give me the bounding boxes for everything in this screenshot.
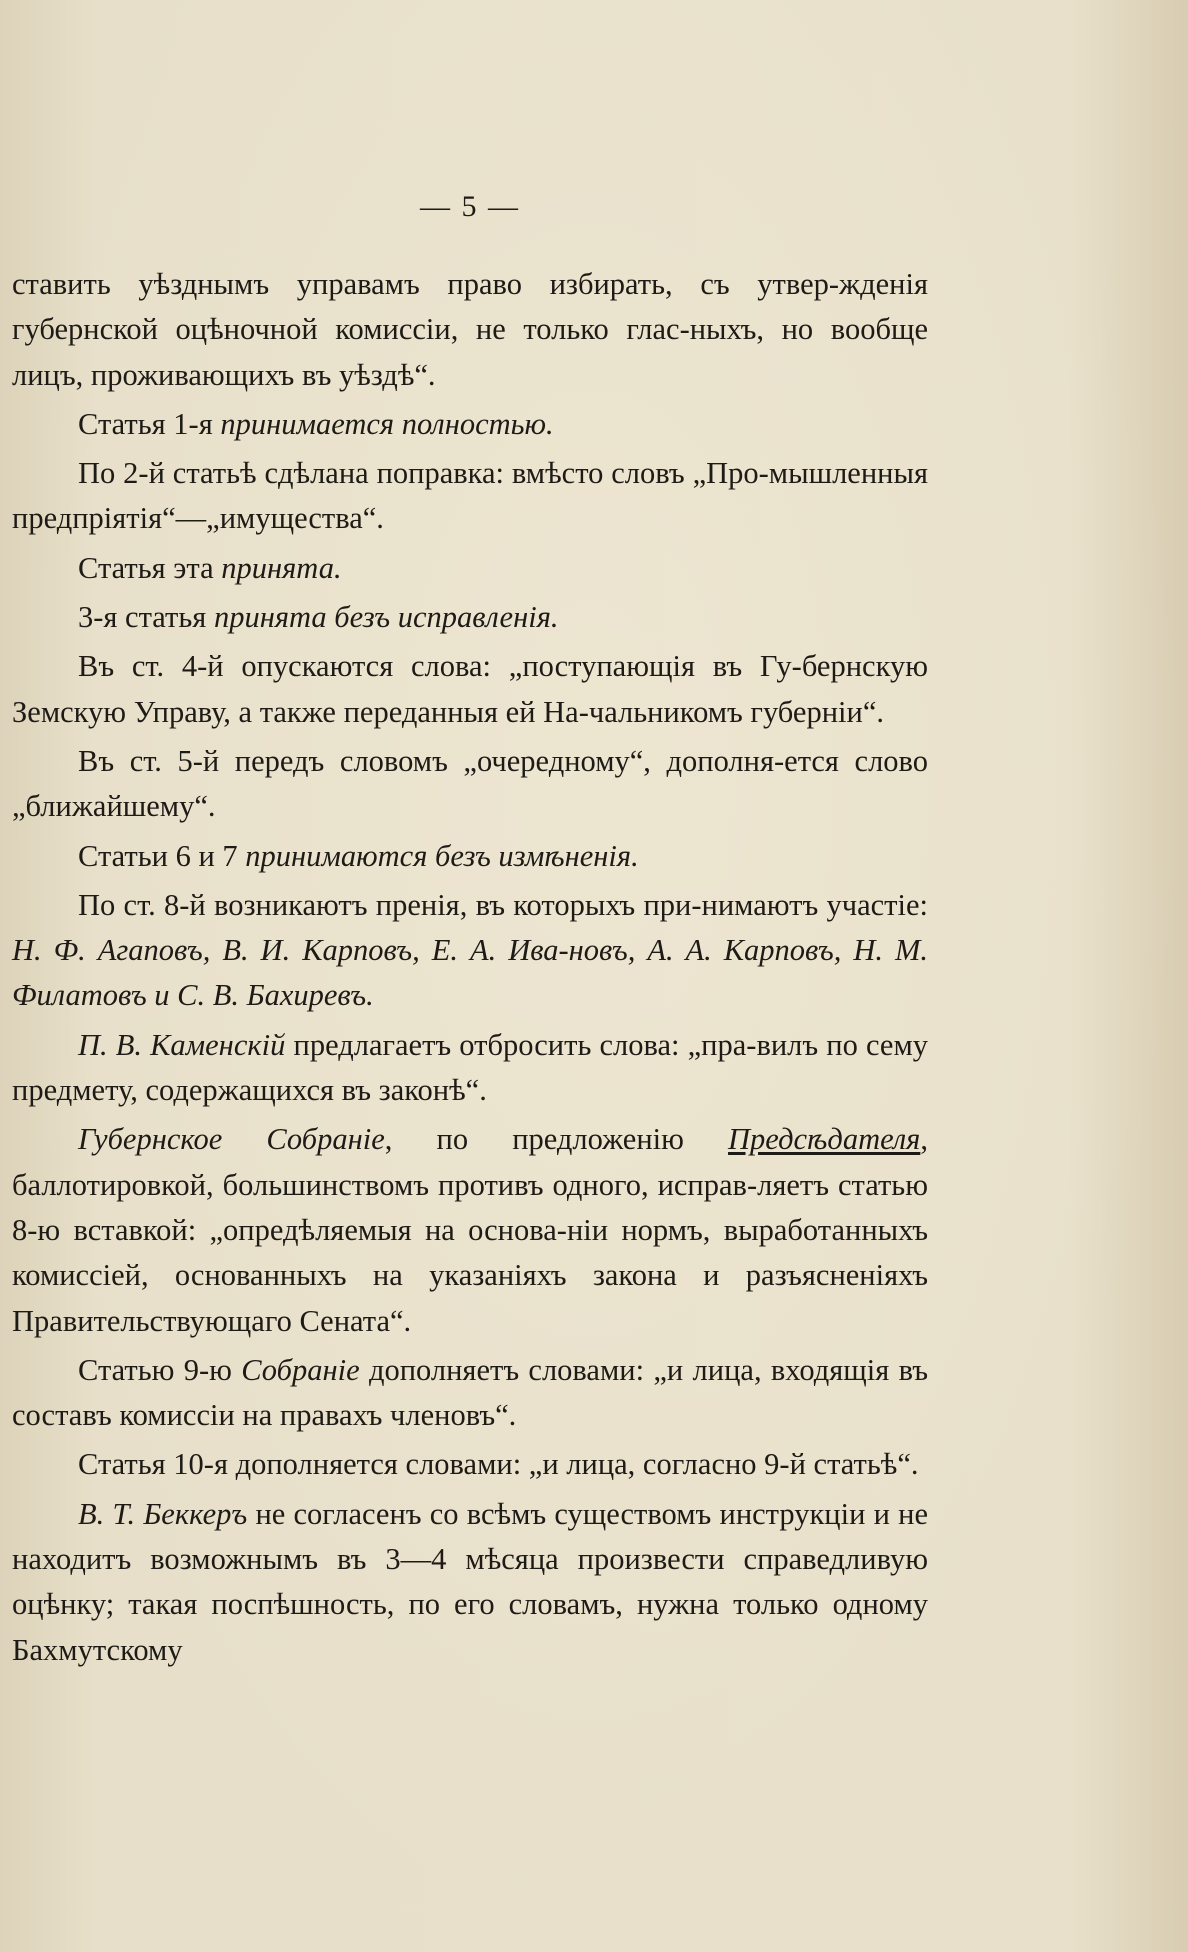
paragraph-text: Статья 1-я — [78, 406, 221, 441]
italic-resolution: принимаются безъ измѣненія. — [245, 838, 639, 873]
paragraph-6 — [12, 644, 928, 735]
paragraph-text: Въ ст. 4-й опускаются слова: „поступающія въ Гу-бернскую Земскую Управу, а также переданныя ей На-чальникомъ губерніи“. — [12, 649, 928, 729]
paragraph-text: Въ ст. 5-й передъ словомъ „очередному“, дополня-ется слово „ближайшему“. — [12, 743, 928, 824]
body-text — [12, 262, 928, 1673]
paragraph-text: предлагаетъ отбросить слова: „пра-вилъ по сему предмету, содержащихся въ законѣ“. — [12, 1027, 929, 1108]
paragraph-4 — [12, 546, 928, 591]
paragraph-8 — [12, 834, 928, 879]
italic-assembly: Собраніе — [241, 1352, 360, 1387]
paragraph-5 — [12, 595, 928, 640]
italic-assembly: Губернское Собраніе — [78, 1122, 385, 1157]
paragraph-7 — [12, 739, 928, 830]
paragraph-12 — [12, 1348, 928, 1439]
paragraph-text: дополняетъ словами: „и лица, входящія въ составъ комиссіи на правахъ членовъ“. — [12, 1352, 929, 1433]
paragraph-text: , баллотировкой, большинствомъ противъ одного, исправ-ляетъ статью 8-ю вставкой: „опредѣляемыя на основа-ніи нормъ, выработанныхъ комиссіей, основанныхъ на указаніяхъ закона и разъясненіяхъ Правительствующаго Сената“. — [12, 1122, 928, 1338]
italic-chairman: Предсѣдателя — [728, 1122, 921, 1157]
paragraph-2 — [12, 402, 928, 447]
paragraph-text: ставить уѣзднымъ управамъ право избирать, съ утвер-жденія губернской оцѣночной комиссіи, не только глас-ныхъ, но вообще лицъ, проживающихъ въ уѣздѣ“. — [12, 267, 928, 392]
paragraph-9 — [12, 883, 928, 1019]
italic-resolution: принята. — [221, 550, 342, 585]
paragraph-14 — [12, 1492, 928, 1673]
italic-name: П. В. Каменскій — [78, 1027, 286, 1062]
paragraph-1 — [12, 262, 928, 398]
paragraph-text: Статья 10-я дополняется словами: „и лица, согласно 9-й статьѣ“. — [78, 1447, 919, 1482]
paragraph-text: По ст. 8-й возникаютъ пренія, въ которыхъ при-нимаютъ участіе: — [78, 887, 928, 922]
italic-name: В. Т. Беккеръ — [78, 1496, 248, 1531]
italic-resolution: принимается полностью. — [220, 406, 554, 441]
paragraph-text: Статья эта — [78, 550, 222, 585]
italic-names: Н. Ф. Агаповъ, В. И. Карповъ, Е. А. Ива-новъ, А. А. Карповъ, Н. М. Филатовъ и С. В. Бахиревъ. — [12, 933, 928, 1013]
paragraph-text: Статью 9-ю — [78, 1352, 242, 1387]
paragraph-3 — [12, 451, 928, 542]
paragraph-11 — [12, 1117, 928, 1343]
paragraph-text: , по предложенію — [384, 1122, 729, 1157]
paragraph-text: не согласенъ со всѣмъ существомъ инструкціи и не находитъ возможнымъ въ 3—4 мѣсяца произвести справедливую оцѣнку; такая поспѣшность, по его словамъ, нужна только одному Бахмутскому — [12, 1496, 929, 1667]
paragraph-10 — [12, 1023, 928, 1114]
paragraph-text: 3-я статья — [78, 600, 214, 635]
paragraph-13 — [12, 1442, 928, 1487]
paragraph-text: По 2-й статьѣ сдѣлана поправка: вмѣсто словъ „Про-мышленныя предпріятія“—„имущества“. — [12, 456, 928, 536]
italic-resolution: принята безъ исправленія. — [213, 600, 559, 635]
page-number: — 5 — — [420, 190, 520, 223]
paragraph-text: Статьи 6 и 7 — [78, 838, 246, 873]
